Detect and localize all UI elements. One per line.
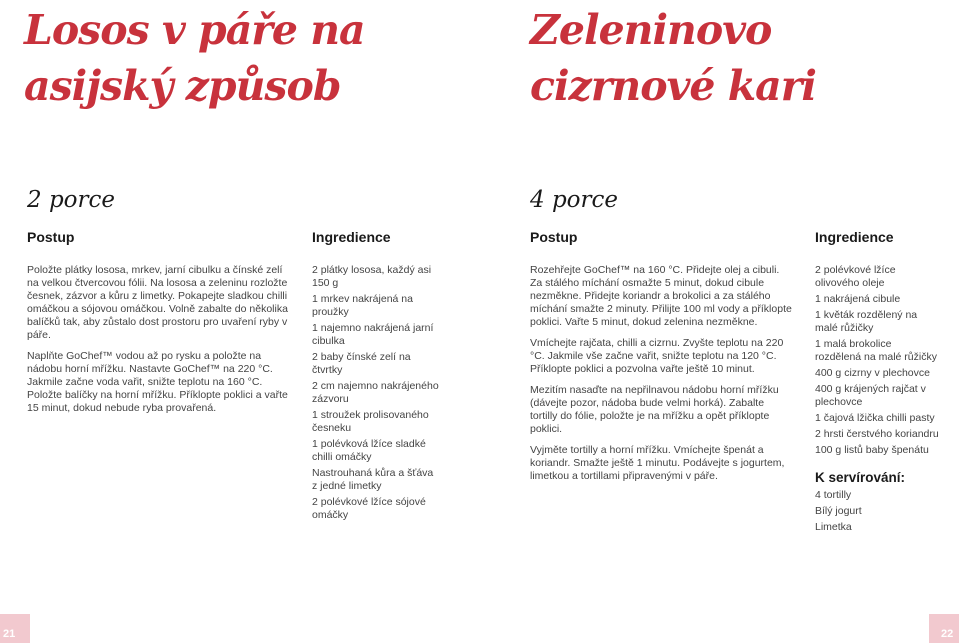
ingredient-item: 1 mrkev nakrájená na proužky [312, 293, 413, 318]
right-ingredients-list [815, 264, 940, 537]
procedure-paragraph: Rozehřejte GoChef™ na 160 °C. Přidejte olej a cibuli. Za stálého míchání osmažte 5 minut, dokud cibule nezměkne. Přidejte koriandr a brokolici a za stálého míchání smažte 2 minuty. Přilijte 100 ml vody a příklopte poklici. Vařte 5 minut, dokud zelenina nezměkne. [530, 264, 792, 328]
procedure-paragraph: Vmíchejte rajčata, chilli a cizrnu. Zvyšte teplotu na 220 °C. Jakmile vše začne vařit, snižte teplotu na 120 °C. Příklopte poklici a pozvolna vařte ještě 10 minut. [530, 337, 784, 375]
ingredient-item: 1 nakrájená cibule [815, 293, 901, 305]
ingredient-item: 2 cm najemno nakrájeného zázvoru [312, 380, 439, 405]
right-title-line-1: Zeleninovo [530, 6, 772, 54]
procedure-paragraph: Vyjměte tortilly a horní mřížku. Vmíchejte špenát a koriandr. Smažte ještě 1 minutu. Podávejte s jogurtem, limetkou a tortillami připravenými v páře. [530, 444, 785, 482]
right-ingredients-heading: Ingredience [815, 229, 894, 245]
procedure-paragraph: Položte plátky lososa, mrkev, jarní cibulku a čínské zelí na velkou čtvercovou fólii. Na lososa a zeleninu rozložte česnek, zázvor a kůru z limetky. Pokapejte sladkou chilli omáčkou a sójovou omáčkou. Volně zabalte do několika balíčků tak, aby zůstalo dost prostoru pro uvaření ryby v páře. [27, 264, 288, 341]
left-portions: 2 porce [27, 187, 116, 213]
serving-item: Bílý jogurt [815, 505, 862, 517]
ingredient-item: 100 g listů baby špenátu [815, 444, 929, 456]
ingredient-item: 1 malá brokolice rozdělená na malé růžičky [815, 338, 937, 363]
ingredient-item: 2 polévkové lžíce olivového oleje [815, 264, 896, 289]
right-procedure [530, 264, 792, 491]
right-portions: 4 porce [530, 187, 619, 213]
ingredient-item: 2 polévkové lžíce sójové omáčky [312, 496, 426, 521]
left-ingredients-list [312, 264, 440, 525]
ingredient-item: Nastrouhaná kůra a šťáva z jedné limetky [312, 467, 434, 492]
serving-item: 4 tortilly [815, 489, 852, 501]
right-procedure-heading: Postup [530, 229, 578, 245]
ingredient-item: 2 hrsti čerstvého koriandru [815, 428, 939, 440]
right-page-number: 22 [941, 628, 954, 640]
ingredient-item: 2 baby čínské zelí na čtvrtky [312, 351, 411, 376]
serving-heading: K servírování: [815, 470, 906, 485]
ingredient-item: 2 plátky lososa, každý asi 150 g [312, 264, 432, 289]
ingredient-item: 1 čajová lžička chilli pasty [815, 412, 935, 424]
ingredient-item: 1 stroužek prolisovaného česneku [312, 409, 429, 434]
serving-item: Limetka [815, 521, 852, 533]
left-procedure-heading: Postup [27, 229, 75, 245]
ingredient-item: 1 polévková lžíce sladké chilli omáčky [312, 438, 426, 463]
procedure-paragraph: Mezitím nasaďte na nepřilnavou nádobu horní mřížku (dávejte pozor, nádoba bude velmi horká). Zabalte tortilly do fólie, položte je na mřížku a opět příklopte poklici. [530, 384, 779, 435]
right-title-line-2: cizrnové kari [530, 62, 816, 110]
right-recipe-title [530, 2, 816, 114]
left-ingredients-heading: Ingredience [312, 229, 391, 245]
left-title-line-1: Losos v páře na [24, 6, 365, 54]
left-recipe-title [24, 2, 365, 114]
ingredient-item: 1 květák rozdělený na malé růžičky [815, 309, 918, 334]
left-title-line-2: asijský způsob [24, 62, 341, 110]
ingredient-item: 400 g krájených rajčat v plechovce [815, 383, 926, 408]
left-procedure [27, 264, 289, 423]
procedure-paragraph: Naplňte GoChef™ vodou až po rysku a položte na nádobu horní mřížku. Nastavte GoChef™ na 220 °C. Jakmile začne voda vařit, snižte teplotu na 160 °C. Položte balíčky na horní mřížku. Příklopte poklici a vařte 15 minut, dokud nebude ryba provařená. [27, 350, 288, 414]
left-page-number: 21 [3, 628, 16, 640]
ingredient-item: 1 najemno nakrájená jarní cibulka [312, 322, 434, 347]
ingredient-item: 400 g cizrny v plechovce [815, 367, 930, 379]
